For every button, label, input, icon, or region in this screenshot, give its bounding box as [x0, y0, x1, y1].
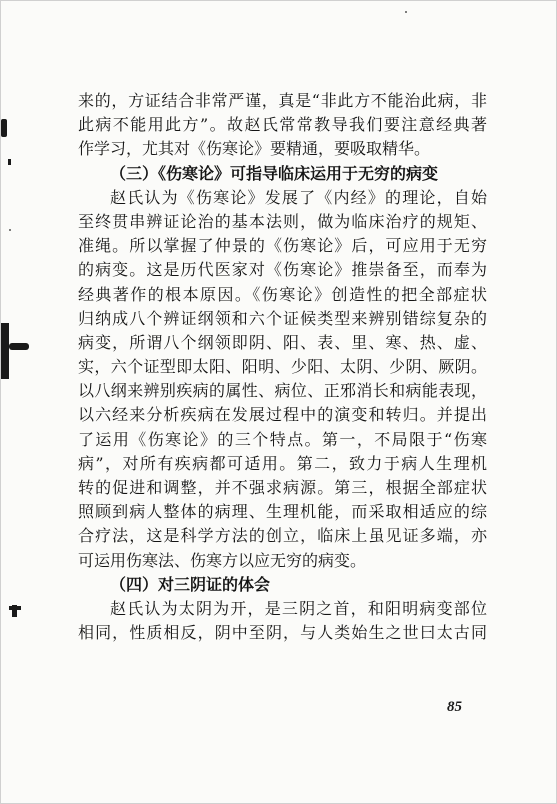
scan-artifact-mark [12, 605, 17, 617]
text-line: 作学习，尤其对《伤寒论》要精通，要吸取精华。 [78, 139, 431, 159]
text-line: 以六经来分析疾病在发展过程中的演变和转归。并提出 [78, 405, 487, 425]
text-line: 实，六个证型即太阳、阳明、少阳、太阴、少阴、厥阴。 [78, 357, 487, 377]
text-line: 经典著作的根本原因。《伤寒论》创造性的把全部症状 [78, 284, 487, 304]
text-line: 可运用伤寒法、伤寒方以应无穷的病变。 [78, 550, 367, 570]
text-line: 至终贯串辨证论治的基本法则，做为临床治疗的规矩、 [78, 211, 487, 231]
body-text [78, 89, 487, 645]
text-line: 赵氏认为太阴为开，是三阴之首，和阳明病变部位 [110, 598, 487, 618]
scan-artifact-mark [1, 323, 9, 379]
text-line: 的病变。这是历代医家对《伤寒论》推崇备至，而奉为 [78, 260, 487, 280]
text-line: 转的促进和调整，并不强求病源。第三，根据全部症状 [78, 478, 487, 497]
text-line: 归纳成八个辨证纲领和六个证候类型来辨别错综复杂的 [78, 308, 487, 328]
text-line: 准绳。所以掌握了仲景的《伤寒论》后，可应用于无穷 [78, 236, 487, 256]
scan-artifact-mark [1, 119, 7, 137]
text-line: 此病不能用此方”。故赵氏常常教导我们要注意经典著 [78, 115, 487, 135]
text-line: 照顾到病人整体的病理、生理机能，而采取相适应的综 [78, 502, 487, 522]
scan-speck [405, 11, 407, 13]
scan-speck [9, 229, 11, 231]
scan-artifact-mark [8, 159, 11, 165]
text-line: 病变，所谓八个纲领即阴、阳、表、里、寒、热、虚、 [78, 332, 487, 352]
text-line: 合疗法，这是科学方法的创立，临床上虽见证多端，亦 [78, 526, 487, 546]
text-line: 赵氏认为《伤寒论》发展了《内经》的理论，自始 [110, 187, 487, 207]
section-heading: （四）对三阴证的体会 [110, 574, 271, 594]
text-line: 相同，性质相反，阴中至阴，与人类始生之世曰太古同 [78, 623, 487, 643]
page-number: 85 [447, 699, 462, 715]
text-line: 病”，对所有疾病都可适用。第二，致力于病人生理机 [78, 453, 487, 473]
text-line: 以八纲来辨别疾病的属性、病位、正邪消长和病能表现， [78, 381, 487, 401]
scan-artifact-mark [9, 343, 29, 350]
section-heading: （三）《伤寒论》可指导临床运用于无穷的病变 [110, 163, 439, 183]
text-line: 了运用《伤寒论》的三个特点。第一，不局限于“伤寒 [78, 429, 487, 449]
text-line: 来的，方证结合非常严谨，真是“非此方不能治此病，非 [78, 91, 487, 110]
